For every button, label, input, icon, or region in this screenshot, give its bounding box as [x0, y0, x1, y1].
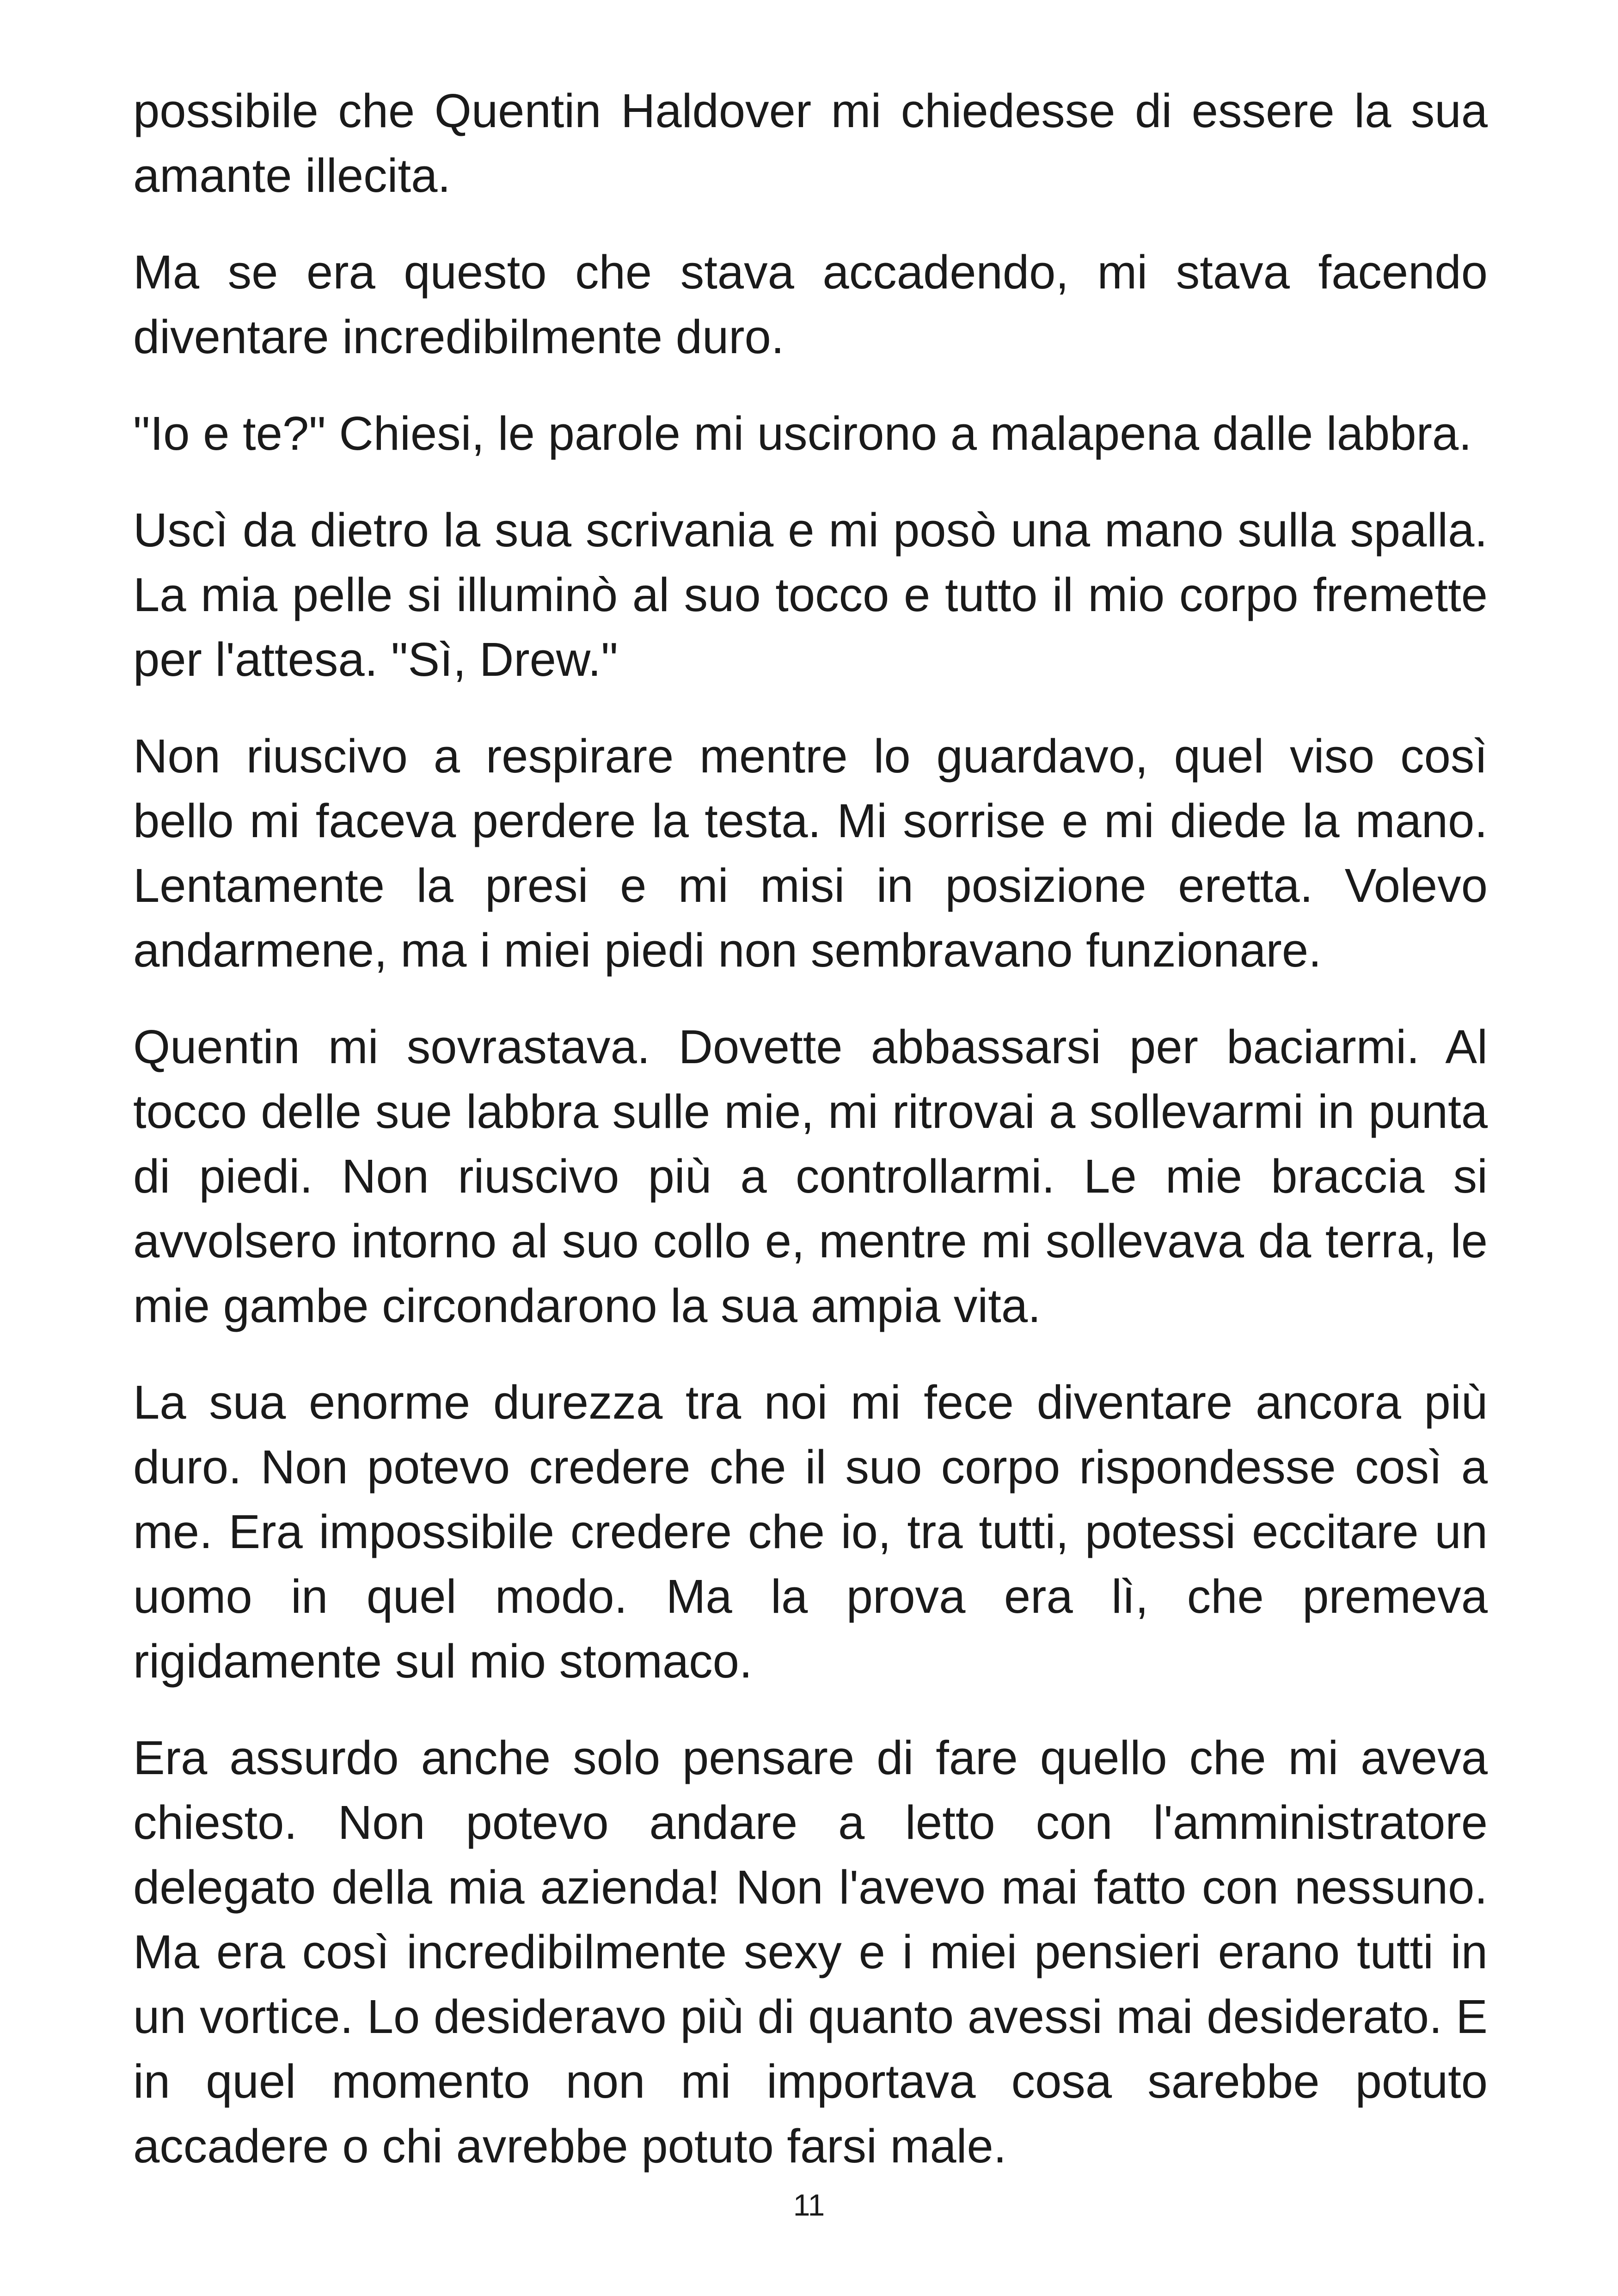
paragraph-1: possibile che Quentin Haldover mi chiedesse di essere la sua amante illecita. — [133, 84, 1488, 202]
page-number: 11 — [793, 2188, 825, 2222]
paragraph-4: Uscì da dietro la sua scrivania e mi posò una mano sulla spalla. La mia pelle si illuminò al suo tocco e tutto il mio corpo fremette per l'attesa. "Sì, Drew." — [133, 503, 1488, 686]
document-page — [133, 79, 1488, 2210]
paragraph-2: Ma se era questo che stava accadendo, mi stava facendo diventare incredibilmente duro. — [133, 245, 1488, 363]
paragraph-7: La sua enorme durezza tra noi mi fece diventare ancora più duro. Non potevo credere che il suo corpo rispondesse così a me. Era impossibile credere che io, tra tutti, potessi eccitare un uomo in quel modo. Ma la prova era lì, che premeva rigidamente sul mio stomaco. — [133, 1376, 1488, 1688]
paragraph-6: Quentin mi sovrastava. Dovette abbassarsi per baciarmi. Al tocco delle sue labbra sulle mie, mi ritrovai a sollevarmi in punta di piedi. Non riuscivo più a controllarmi. Le mie braccia si avvolsero intorno al suo collo e, mentre mi sollevava da terra, le mie gambe circondarono la sua ampia vita. — [133, 1020, 1488, 1332]
paragraph-5: Non riuscivo a respirare mentre lo guardavo, quel viso così bello mi faceva perdere la testa. Mi sorrise e mi diede la mano. Lentamente la presi e mi misi in posizione eretta. Volevo andarmene, ma i miei piedi non sembravano funzionare. — [133, 729, 1488, 977]
paragraph-8: Era assurdo anche solo pensare di fare quello che mi aveva chiesto. Non potevo andare a letto con l'amministratore delegato della mia azienda! Non l'avevo mai fatto con nessuno. Ma era così incredibilmente sexy e i miei pensieri erano tutti in un vortice. Lo desideravo più di quanto avessi mai desiderato. E in quel momento non mi importava cosa sarebbe potuto accadere o chi avrebbe potuto farsi male. — [133, 1731, 1488, 2173]
paragraph-3: "Io e te?" Chiesi, le parole mi uscirono a malapena dalle labbra. — [133, 407, 1472, 460]
